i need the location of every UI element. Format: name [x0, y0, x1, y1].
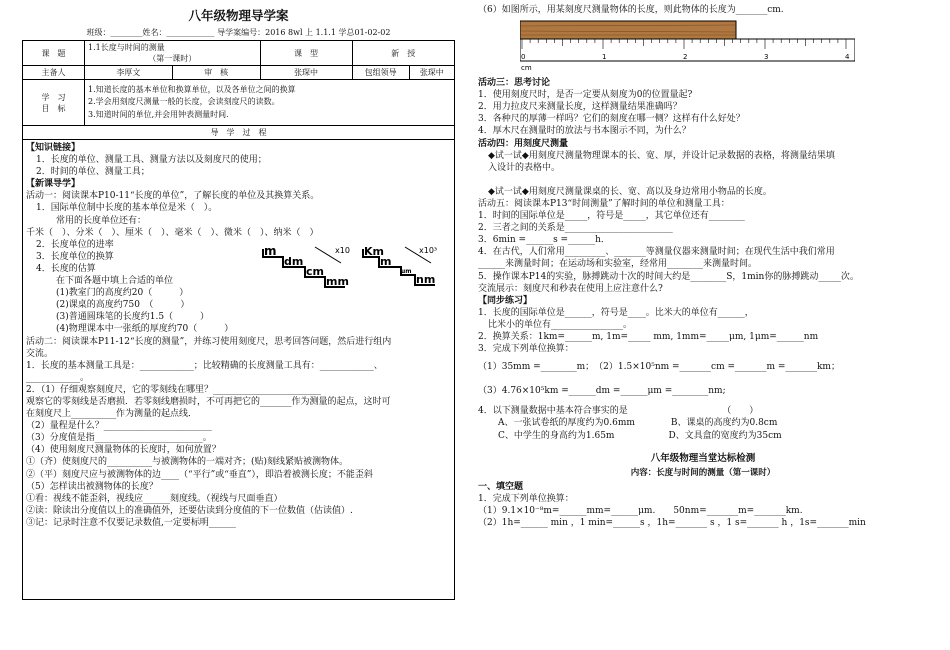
practice-4: 4．以下测量数据中基本符合事实的是 （ ）	[478, 406, 759, 417]
stair-nm: nm	[416, 273, 436, 286]
pulse-experiment: 5．操作课本P14的实验，脉搏跳动十次的时间大约是________S，1min你的脉搏跳动_____次。	[478, 271, 859, 282]
stair-m2: m	[380, 255, 392, 268]
activity-1: 活动一：阅读课本P10-11“长度的单位”，了解长度的单位及其换算关系。	[26, 191, 320, 202]
activity-2: 活动二：阅读课本P11-12“长度的测量”，并练习使用刻度尺，思考回答问题，然后进行组内	[26, 336, 392, 347]
knowledge-2: 2．时间的单位、测量工具；	[36, 167, 150, 178]
q-zero-line: 2．（1）仔细观察刻度尺，它的零刻线在哪里？________________________	[26, 384, 321, 395]
stair-dm: dm	[284, 255, 304, 268]
try-2: ◆试一试◆用刻度尺测量课桌的长、宽、高以及身边常用小物品的长度。	[488, 186, 772, 197]
goal-3: 3.知道时间的单位,并会用钟表测量时间.	[88, 109, 229, 119]
knowledge-heading: 【知识链接】	[26, 143, 81, 153]
discuss-2: 2．用力拉皮尺来测量长度，这样测量结果准确吗？	[478, 102, 682, 113]
fill-blank-heading: 一、填空题	[478, 481, 524, 492]
practice-3-3: （3）4.76×10⁵km =______dm =______μm =________nm;	[478, 386, 726, 397]
goal-label-2: 目 标	[41, 103, 66, 113]
topic-name: 1.1长度与时间的测量	[88, 43, 165, 52]
q-range: （2）量程是什么？________________________	[26, 421, 212, 432]
ruler-label-3: 3	[764, 53, 769, 62]
stair-cm: cm	[306, 265, 324, 278]
rule-align: ①（齐）使刻度尺的__________与被测物体的一端对齐；(贴)刻线紧贴被测物体。	[26, 457, 349, 468]
discuss-1: 1．使用刻度尺时，是否一定要从刻度为0的位置量起?	[478, 90, 693, 101]
q-tools: 1．长度的基本测量工具是：____________；比较精确的长度测量工具有：____________、	[26, 360, 383, 371]
label-review: 审 核	[172, 66, 260, 80]
practice-3: 3．完成下列单位换算：	[478, 344, 574, 355]
right-page	[478, 4, 928, 650]
fill-1-a: （1）9.1×10⁻⁸m=______mm=______μm. 50nm=_______m=_______km.	[478, 505, 803, 516]
time-tools: 4．在古代，人们常用_________、_______等测量仪器来测量时间；在现代生活中我们常用	[478, 247, 835, 258]
spacer-5	[478, 442, 928, 450]
header-table	[22, 40, 455, 140]
label-type: 课 型	[260, 41, 352, 66]
spacer-1	[478, 174, 928, 186]
label-goals	[23, 80, 85, 126]
estimate-1: (1)教室门的高度约20（ ）	[56, 288, 189, 299]
time-tools-cont: ______来测量时间；在运动场和实验室，经常用________来测量时间。	[478, 259, 758, 270]
practice-3-1: （1）35mm =________m； （2）1.5×10⁵nm =_______cm =_______m =_______km；	[478, 362, 840, 373]
stair-mm: mm	[326, 275, 349, 288]
new-lesson-heading: 【新课导学】	[26, 179, 81, 190]
time-convert: 3．6min =______s =______h．	[478, 235, 610, 246]
process-heading: 导 学 过 程	[23, 126, 455, 140]
rule-look: ①看：视线不能歪斜，视线应______刻度线。（视线与尺面垂直）	[26, 493, 283, 504]
test-title: 八年级物理当堂达标检测	[650, 452, 756, 464]
estimate-4: (4)物理课本中一张纸的厚度约70（ ）	[56, 324, 234, 335]
discuss-3: 3．各种尺的厚薄一样吗？它们的刻度在哪一侧？这样有什么好处？	[478, 114, 745, 125]
left-title: 八年级物理导学案	[188, 8, 289, 23]
ratio-x10: x10	[335, 246, 350, 255]
q-estimate: 4．长度的估算	[36, 263, 96, 274]
q-base-unit: 1．国际单位制中长度的基本单位是米（ ）。	[36, 203, 218, 214]
activity-5: 活动五：阅读课本P13“时间测量”了解时间的单位和测量工具：	[478, 198, 730, 209]
left-body	[22, 140, 455, 600]
goal-1: 1.知道长度的基本单位和换算单位，以及各单位之间的换算	[88, 85, 296, 95]
goals-cell	[85, 80, 455, 126]
time-unit: 1．时间的国际单位是_____，符号是_____，其它单位还有________	[478, 211, 745, 222]
spacer-3	[478, 373, 928, 385]
q-zero-worn: 观察它的零刻线是否磨损．若零刻线磨损时，不可再把它的_______作为测量的起点，这时可	[26, 396, 391, 407]
review-value: 张琛中	[260, 66, 352, 80]
q-read: （5）怎样读出被测物体的长度？	[26, 481, 158, 492]
try-1-cont: 入设计的表格中。	[488, 162, 561, 173]
ruler-svg	[520, 19, 855, 77]
spacer-4	[478, 397, 928, 405]
practice-1: 1．长度的国际单位是______，符号是____。比米大的单位有______，	[478, 307, 754, 318]
q-conversion: 3．长度单位的换算	[36, 251, 114, 262]
fill-1-b: （2）1h=______ min ，1 min=______s ，1h=_______ s ，1 s=_______ h ，1s=_______min	[478, 517, 866, 528]
q-place: （4）使用刻度尺测量物体的长度时，如何放置？	[26, 445, 221, 456]
right-body	[478, 77, 928, 529]
goal-2: 2.学会用刻度尺测量一般的长度，会读刻度尺的读数。	[88, 97, 280, 107]
knowledge-1: 1．长度的单位、测量工具、测量方法以及刻度尺的使用；	[36, 155, 267, 166]
ruler-label-1: 1	[602, 53, 607, 62]
ruler-figure	[520, 19, 855, 75]
activity-4: 活动四：用刻度尺测量	[478, 138, 569, 149]
leader-value: 张琛中	[409, 66, 454, 80]
rule-read: ②读：除读出分度值以上的准确值外，还要估读到分度值的下一位数值（估读值）.	[26, 505, 353, 516]
meta-line: 班级：________姓名：____________ 导学案编号：2016 8wl 上 1.1.1 学总01-02-02	[86, 28, 391, 37]
q-division: （3）分度值是指________________________。	[26, 433, 212, 444]
topic-sub: （第一课时）	[148, 54, 197, 63]
activity-2-cont: 交流。	[26, 348, 54, 359]
ratio-x103: x10³	[419, 246, 438, 255]
author-value: 李厚文	[85, 66, 173, 80]
stair-m: m	[264, 244, 277, 258]
unit-list: 千米（ ）、分米（ ）、厘米（ ）、毫米（ ）、微米（ ）、纳米（ ）	[26, 227, 319, 238]
unit-staircase-diagram	[255, 243, 445, 301]
q-zero-worn-cont: 在刻度尺上__________作为测量的起点线．	[26, 409, 198, 420]
q6-ruler-question: （6）如图所示，用某刻度尺测量物体的长度，则此物体的长度为_______cm.	[478, 5, 784, 15]
q-tools-cont: ____________。	[26, 372, 90, 383]
try-1: ◆试一试◆用刻度尺测量物理课本的长、宽、厚，并设计记录数据的表格，将测量结果填	[488, 150, 835, 161]
choice-cd: C、中学生的身高约为1.65m D、文具盒的宽度约为35cm	[498, 430, 782, 441]
ruler-label-0: 0	[521, 53, 526, 62]
left-page	[22, 0, 455, 650]
common-units: 常用的长度单位还有：	[56, 215, 147, 226]
label-author: 主备人	[23, 66, 85, 80]
estimate-2: (2)课桌的高度约750 （ ）	[56, 300, 190, 311]
ruler-label-4: 4	[845, 53, 850, 62]
fill-1: 1．完成下列单位换算：	[478, 493, 574, 504]
label-topic: 课 题	[23, 41, 85, 66]
discuss-4: 4．厚木尺在测量时的放法与书本图示不同，为什么？	[478, 126, 691, 137]
ruler-unit: cm	[521, 64, 532, 73]
practice-1-cont: 比米小的单位有________________。	[488, 319, 633, 330]
label-leader: 包组领导	[352, 66, 409, 80]
q-ratio: 2．长度单位的进率	[36, 239, 114, 250]
stair-um: um	[401, 268, 412, 275]
goal-label-1: 学 习	[41, 92, 66, 102]
share-display: 交流展示：刻度尺和秒表在使用上应注意什么?	[478, 283, 663, 294]
estimate-3: (3)普通圆珠笔的长度约1.5（ ）	[56, 312, 210, 323]
sync-practice-heading: 【同步练习】	[478, 295, 533, 306]
practice-2: 2．换算关系：1km=______m, 1m=_____ mm, 1mm=_____μm, 1μm=______nm	[478, 331, 819, 342]
estimate-instruction: 在下面各题中填上合适的单位	[56, 276, 174, 287]
topic-cell	[85, 41, 261, 66]
rule-record: ③记：记录时注意不仅要记录数值,一定要标明______	[26, 517, 236, 528]
wood-block	[520, 21, 736, 39]
activity-3: 活动三：思考讨论	[478, 78, 551, 89]
test-content: 内容：长度与时间的测量（第一课时）	[630, 467, 776, 478]
ruler-body	[520, 39, 855, 61]
stair-km: Km	[364, 245, 384, 258]
choice-ab: A、一张试卷纸的厚度约为0.6mm B、课桌的高度约为0.8cm	[498, 418, 778, 429]
rule-parallel: ②（平）刻度尺应与被测物体的边____（“平行”或“垂直”），即沿着被测长度；不能歪斜	[26, 469, 373, 480]
time-relation: 2．三者之间的关系是________________________	[478, 223, 673, 234]
type-value: 新 授	[352, 41, 454, 66]
ruler-label-2: 2	[683, 53, 688, 62]
